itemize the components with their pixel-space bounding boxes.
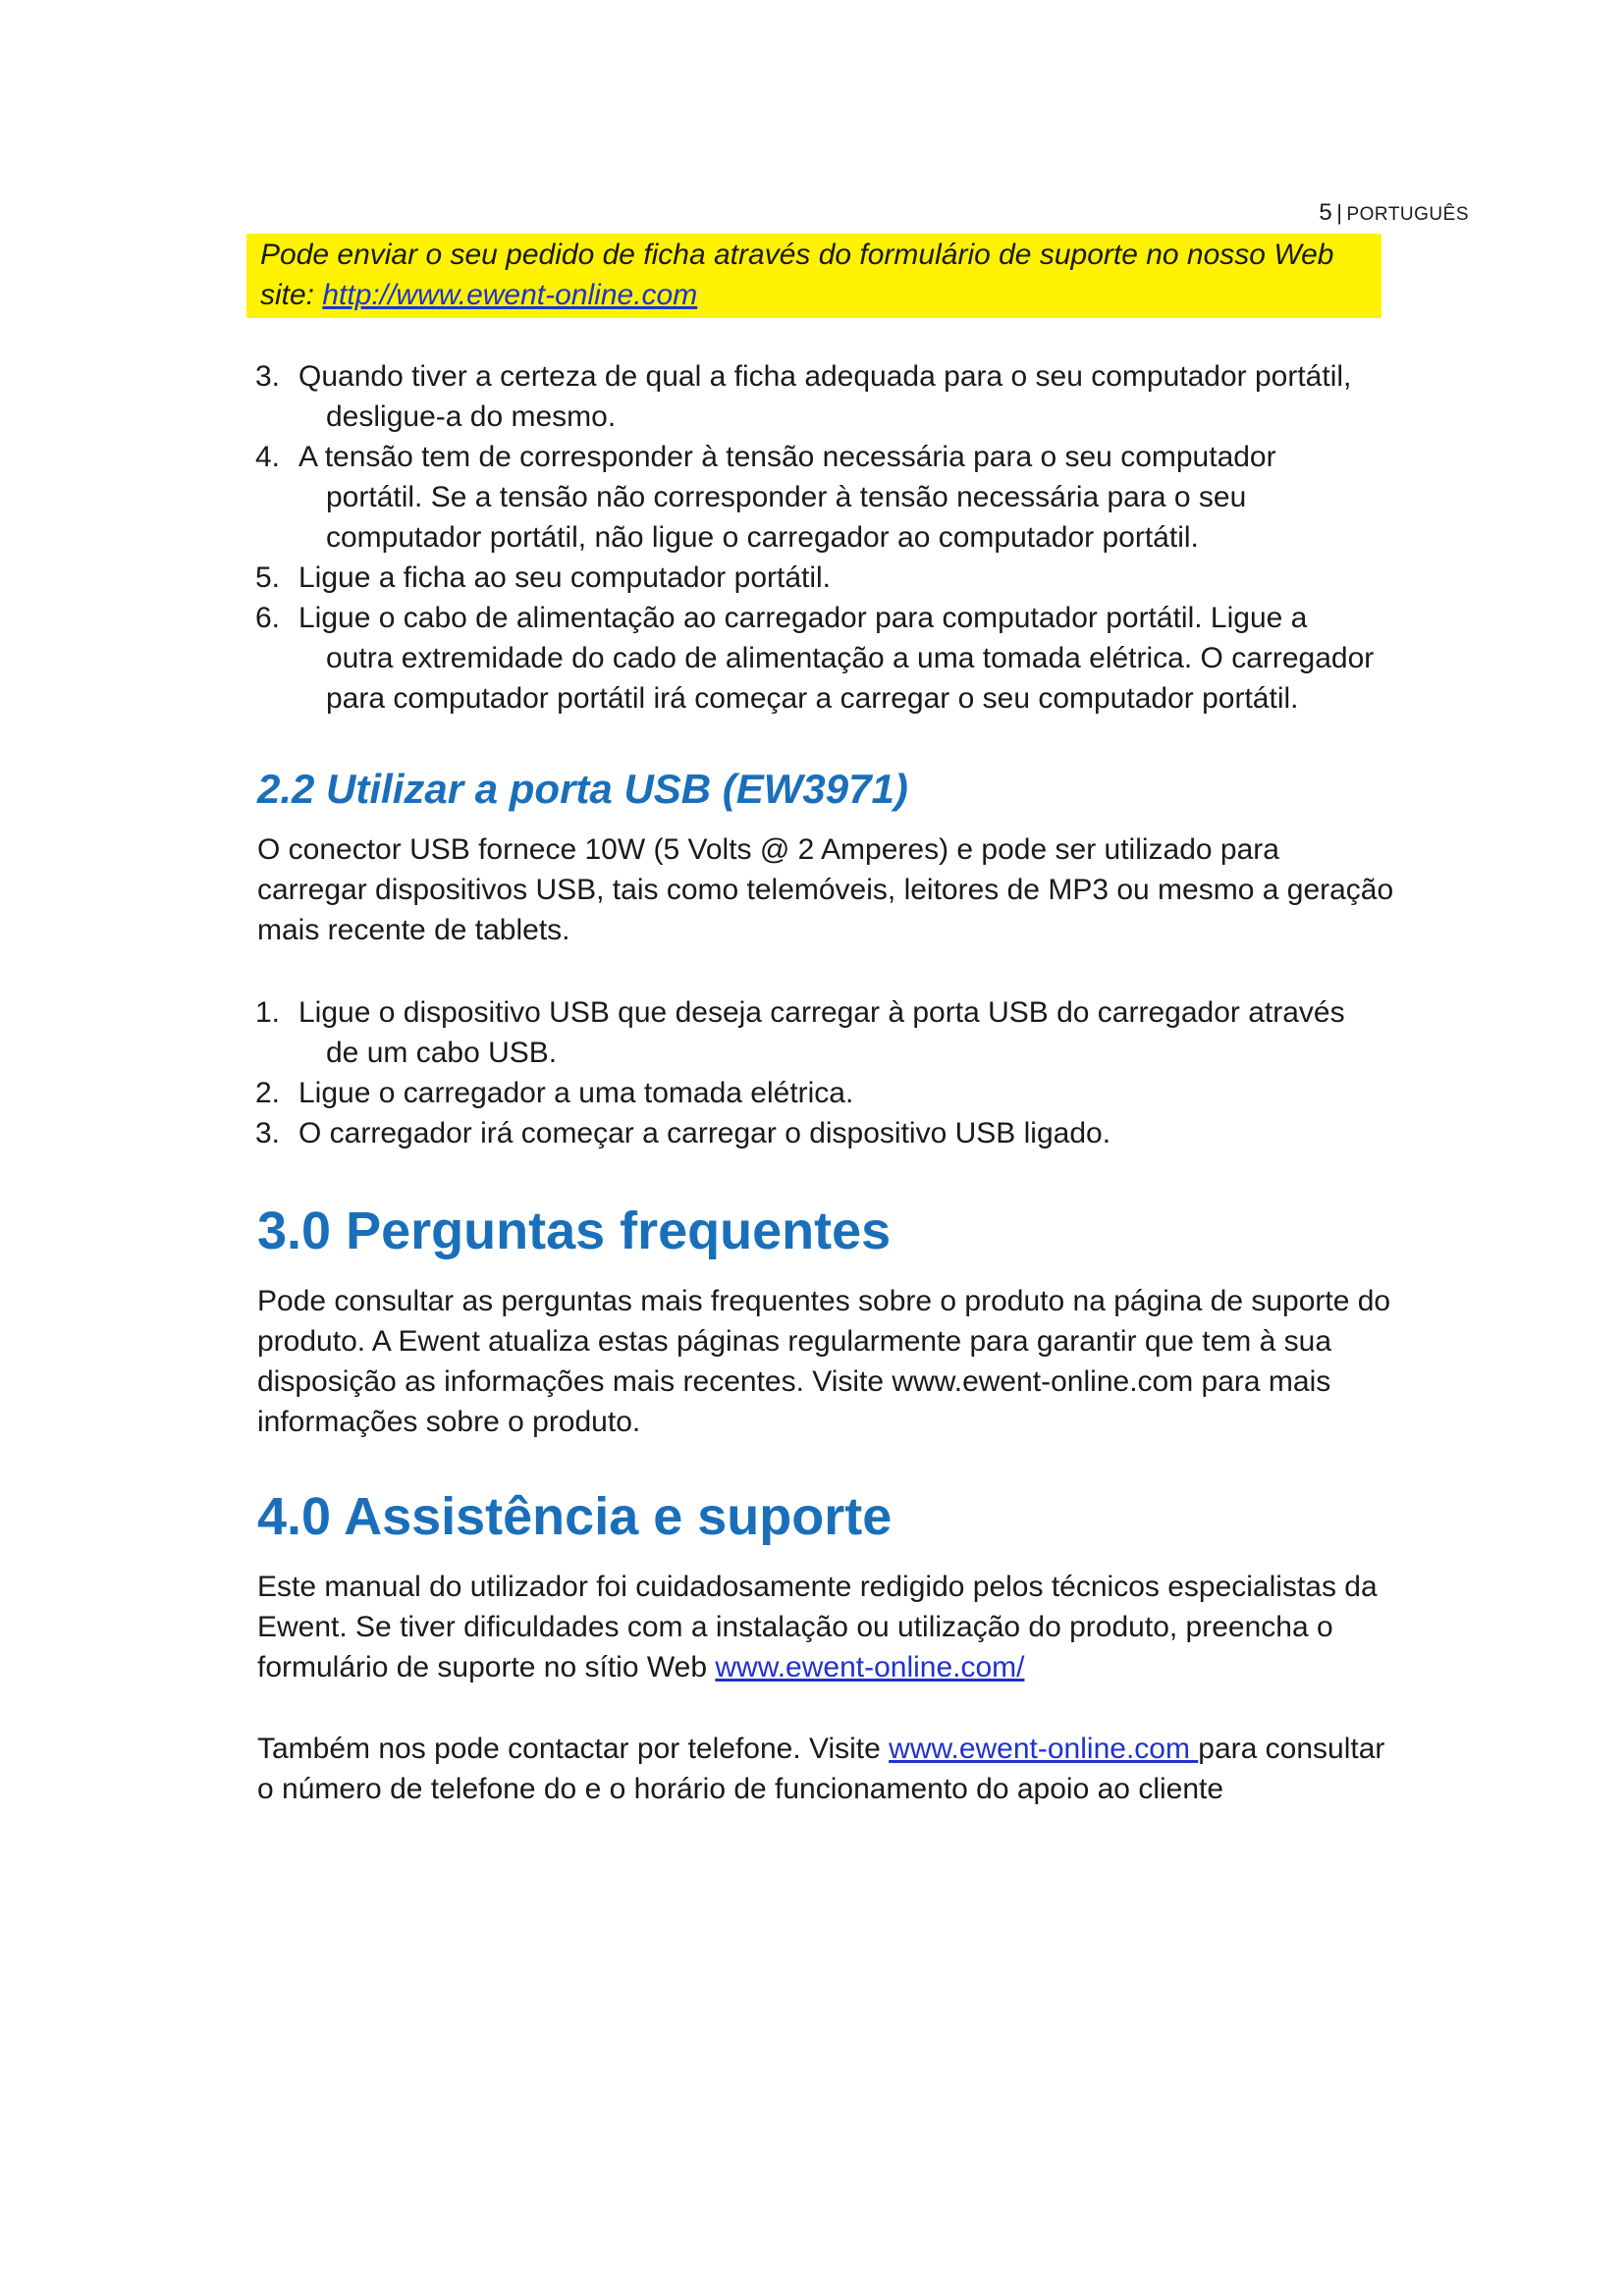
header-separator: |	[1336, 200, 1343, 225]
support-text-1: Este manual do utilizador foi cuidadosamente redigido pelos técnicos especialistas da Ewent. Se tiver dificuldades com a instalação ou utilização do produto, preencha o formulário de suporte no sítio Web	[257, 1571, 1378, 1683]
step-text: Ligue o carregador a uma tomada elétrica.	[298, 1077, 854, 1109]
highlighted-note	[246, 234, 1381, 318]
step-text: Quando tiver a certeza de qual a ficha adequada para o seu computador portátil,	[298, 360, 1352, 393]
list-item	[255, 598, 1394, 719]
page-number: 5	[1319, 199, 1333, 226]
list-item	[255, 437, 1394, 558]
note-text: Pode enviar o seu pedido de ficha através do formulário de suporte no nosso Web site:	[260, 239, 1334, 311]
support-link-2[interactable]: www.ewent-online.com	[889, 1733, 1199, 1765]
step-number: 3.	[255, 360, 281, 393]
list-item	[255, 558, 1394, 598]
list-item	[255, 356, 1394, 437]
support-text-2b: para consultar o número de telefone do e o horário de funcionamento do apoio ao cliente	[257, 1733, 1385, 1805]
step-text: A tensão tem de corresponder à tensão necessária para o seu computador	[298, 441, 1276, 473]
step-text: Ligue o cabo de alimentação ao carregador para computador portátil. Ligue a	[298, 602, 1308, 634]
faq-text: Pode consultar as perguntas mais frequentes sobre o produto na página de suporte do produto. A Ewent atualiza estas páginas regularmente para garantir que tem à sua disposição as informações mais recentes. Visite www.ewent-online.com para mais informações sobre o produto.	[257, 1285, 1391, 1438]
step-number: 3.	[255, 1117, 281, 1149]
usb-steps-list	[255, 992, 1394, 1153]
support-heading: 4.0 Assistência e suporte	[257, 1487, 893, 1546]
list-item	[255, 992, 1394, 1073]
step-number: 5.	[255, 561, 281, 594]
steps-list-a	[255, 356, 1394, 719]
step-number: 4.	[255, 441, 281, 473]
note-link[interactable]: http://www.ewent-online.com	[322, 279, 698, 311]
step-number: 1.	[255, 996, 281, 1029]
support-link-1[interactable]: www.ewent-online.com/	[715, 1651, 1025, 1683]
step-text: Ligue o dispositivo USB que deseja carregar à porta USB do carregador através	[298, 996, 1345, 1029]
step-text: Ligue a ficha ao seu computador portátil.	[298, 561, 832, 594]
support-text-2a: Também nos pode contactar por telefone. Visite	[257, 1733, 890, 1765]
support-paragraph-2	[257, 1729, 1396, 1809]
support-paragraph-1	[257, 1567, 1396, 1687]
list-item	[255, 1113, 1394, 1153]
step-number: 6.	[255, 602, 281, 634]
step-text-cont: portátil. Se a tensão não corresponder à tensão necessária para o seu computador portátil, não ligue o carregador ao computador portátil.	[326, 481, 1247, 554]
step-number: 2.	[255, 1077, 281, 1109]
step-text-cont: desligue-a do mesmo.	[326, 400, 617, 433]
step-text-cont: outra extremidade do cado de alimentação a uma tomada elétrica. O carregador para computador portátil irá começar a carregar o seu computador portátil.	[326, 642, 1375, 715]
step-text-cont: de um cabo USB.	[326, 1037, 558, 1069]
step-text: O carregador irá começar a carregar o dispositivo USB ligado.	[298, 1117, 1111, 1149]
usb-heading: 2.2 Utilizar a porta USB (EW3971)	[257, 766, 908, 812]
page-header	[1319, 199, 1469, 227]
list-item	[255, 1073, 1394, 1113]
usb-intro: O conector USB fornece 10W (5 Volts @ 2 Amperes) e pode ser utilizado para carregar dispositivos USB, tais como telemóveis, leitores de MP3 ou mesmo a geração mais recente de tablets.	[257, 833, 1394, 946]
faq-heading: 3.0 Perguntas frequentes	[257, 1201, 892, 1260]
header-language: PORTUGUÊS	[1346, 204, 1469, 225]
